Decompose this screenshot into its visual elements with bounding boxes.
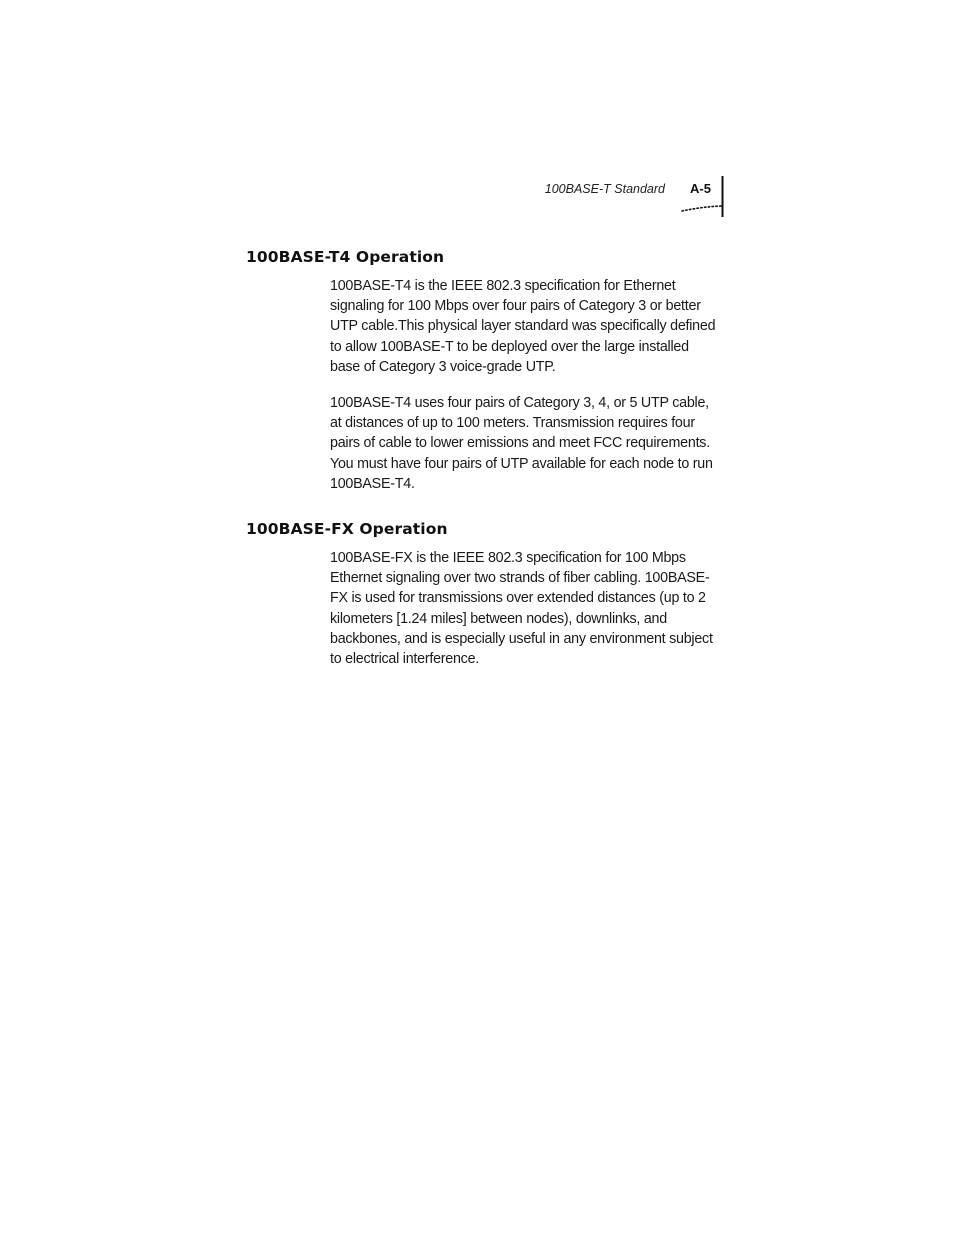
section-heading: 100BASE-FX Operation [246,520,448,538]
paragraph: 100BASE-FX is the IEEE 802.3 specification for 100 Mbps Ethernet signaling over two strands of fiber cabling. 100BASE-FX is used for transmissions over extended distances (up to 2 kilometers [1.24 miles] between nodes), downlinks, and backbones, and is especially useful in any environment subject to electrical interference. [330,550,713,668]
paragraph: 100BASE-T4 uses four pairs of Category 3, 4, or 5 UTP cable, at distances of up to 100 meters. Transmission requires four pairs of cable to lower emissions and meet FCC requirements. You must have four pairs of UTP available for each node to run 100BASE-T4. [330,395,713,492]
paragraph: 100BASE-T4 is the IEEE 802.3 specification for Ethernet signaling for 100 Mbps over four pairs of Category 3 or better UTP cable.This physical layer standard was specifically defined to allow 100BASE-T to be deployed over the large installed base of Category 3 voice-grade UTP. [330,278,716,375]
page-number: A-5 [690,181,711,196]
section-heading: 100BASE-T4 Operation [246,248,445,266]
running-title: 100BASE-T Standard [544,182,665,196]
page-tab-rule-icon [681,176,724,217]
